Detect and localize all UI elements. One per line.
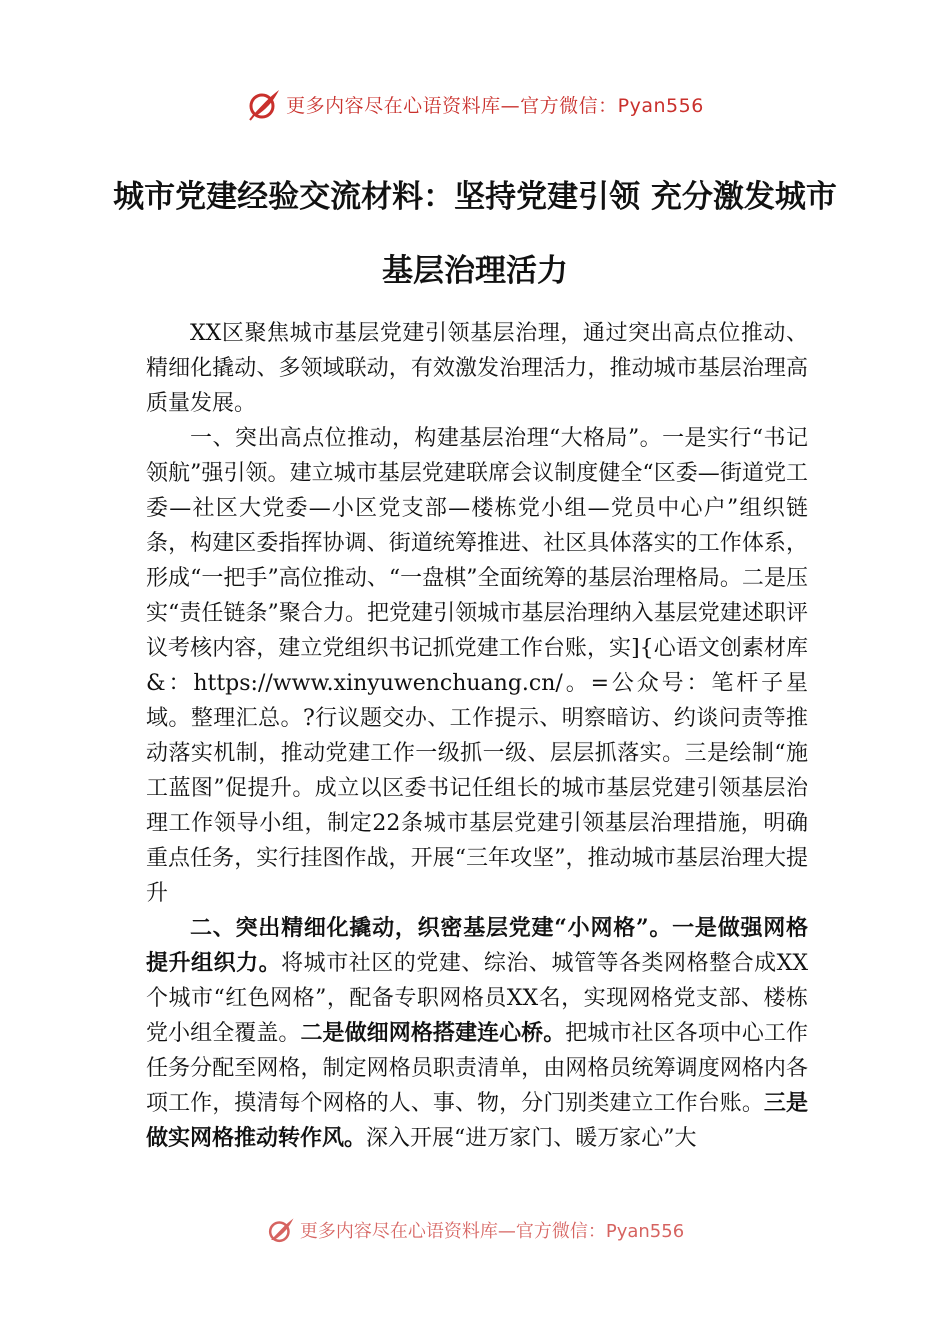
intro-paragraph: XX区聚焦城市基层党建引领基层治理，通过突出高点位推动、精细化撬动、多领域联动，有效激发治理活力，推动城市基层治理高质量发展。 <box>146 321 808 416</box>
section-two-paragraph <box>146 911 808 1156</box>
source-notice-text: ]{心语文创素材库&：https://www.xinyuwenchuang.cn/。=公众号：笔杆子星域。整理汇总。?行议题交办、工作提示、明察暗访、约谈问责等推动落实机制，推动党建工作一级抓一级、层层抓落实。三是绘制“施工蓝图”促提升。成立以区委书记任组长的城市基层党建引领基层治理工作领导小组，制定22条城市基层党建引领基层治理措施，明确重点任务，实行挂图作战，开展“三年攻坚”，推动城市基层治理大提升 <box>146 636 808 906</box>
section-two-heading: 二、突出精细化撬动，织密基层党建“小网格”。一是做强网格提升组织力。 <box>146 915 808 976</box>
header-text: 更多内容尽在心语资料库—官方微信：Pyan556 <box>286 94 704 117</box>
quill-logo-icon <box>266 1215 296 1245</box>
section-two-text-1: 将城市社区的党建、综治、城管等各类网格整合成XX个城市“红色网格”，配备专职网格员XX名，实现网格党支部、楼栋党小组全覆盖。 <box>146 951 808 1046</box>
watermark-header <box>0 84 950 124</box>
document-body <box>146 316 808 1218</box>
section-one-text: 一、突出高点位推动，构建基层治理“大格局”。一是实行“书记领航”强引领。建立城市基层党建联席会议制度健全“区委—街道党工委—社区大党委—小区党支部—楼栋党小组—党员中心户”组织链条，构建区委指挥协调、街道统筹推进、社区具体落实的工作体系，形成“一把手”高位推动、“一盘棋”全面统筹的基层治理格局。二是压实“责任链条”聚合力。把党建引领城市基层治理纳入基层党建述职评议考核内容，建立党组织书记抓党建工作台账，实 <box>146 426 808 661</box>
quill-logo-icon <box>246 86 282 122</box>
section-two-text-3: 深入开展“进万家门、暖万家心”大 <box>366 1126 697 1151</box>
section-one-paragraph <box>146 421 808 911</box>
section-two-subheading-2: 二是做细网格搭建连心桥。 <box>300 1020 566 1046</box>
footer-text: 更多内容尽在心语资料库—官方微信：Pyan556 <box>299 1221 685 1242</box>
section-two-text-2: 把城市社区各项中心工作任务分配至网格，制定网格员职责清单，由网格员统筹调度网格内各项工作，摸清每个网格的人、事、物，分门别类建立工作台账。 <box>146 1021 808 1116</box>
watermark-footer <box>0 1212 950 1248</box>
document-title: 城市党建经验交流材料：坚持党建引领 充分激发城市基层治理活力 <box>113 179 837 289</box>
section-two-subheading-3: 三是做实网格推动转作风。 <box>146 1090 808 1151</box>
